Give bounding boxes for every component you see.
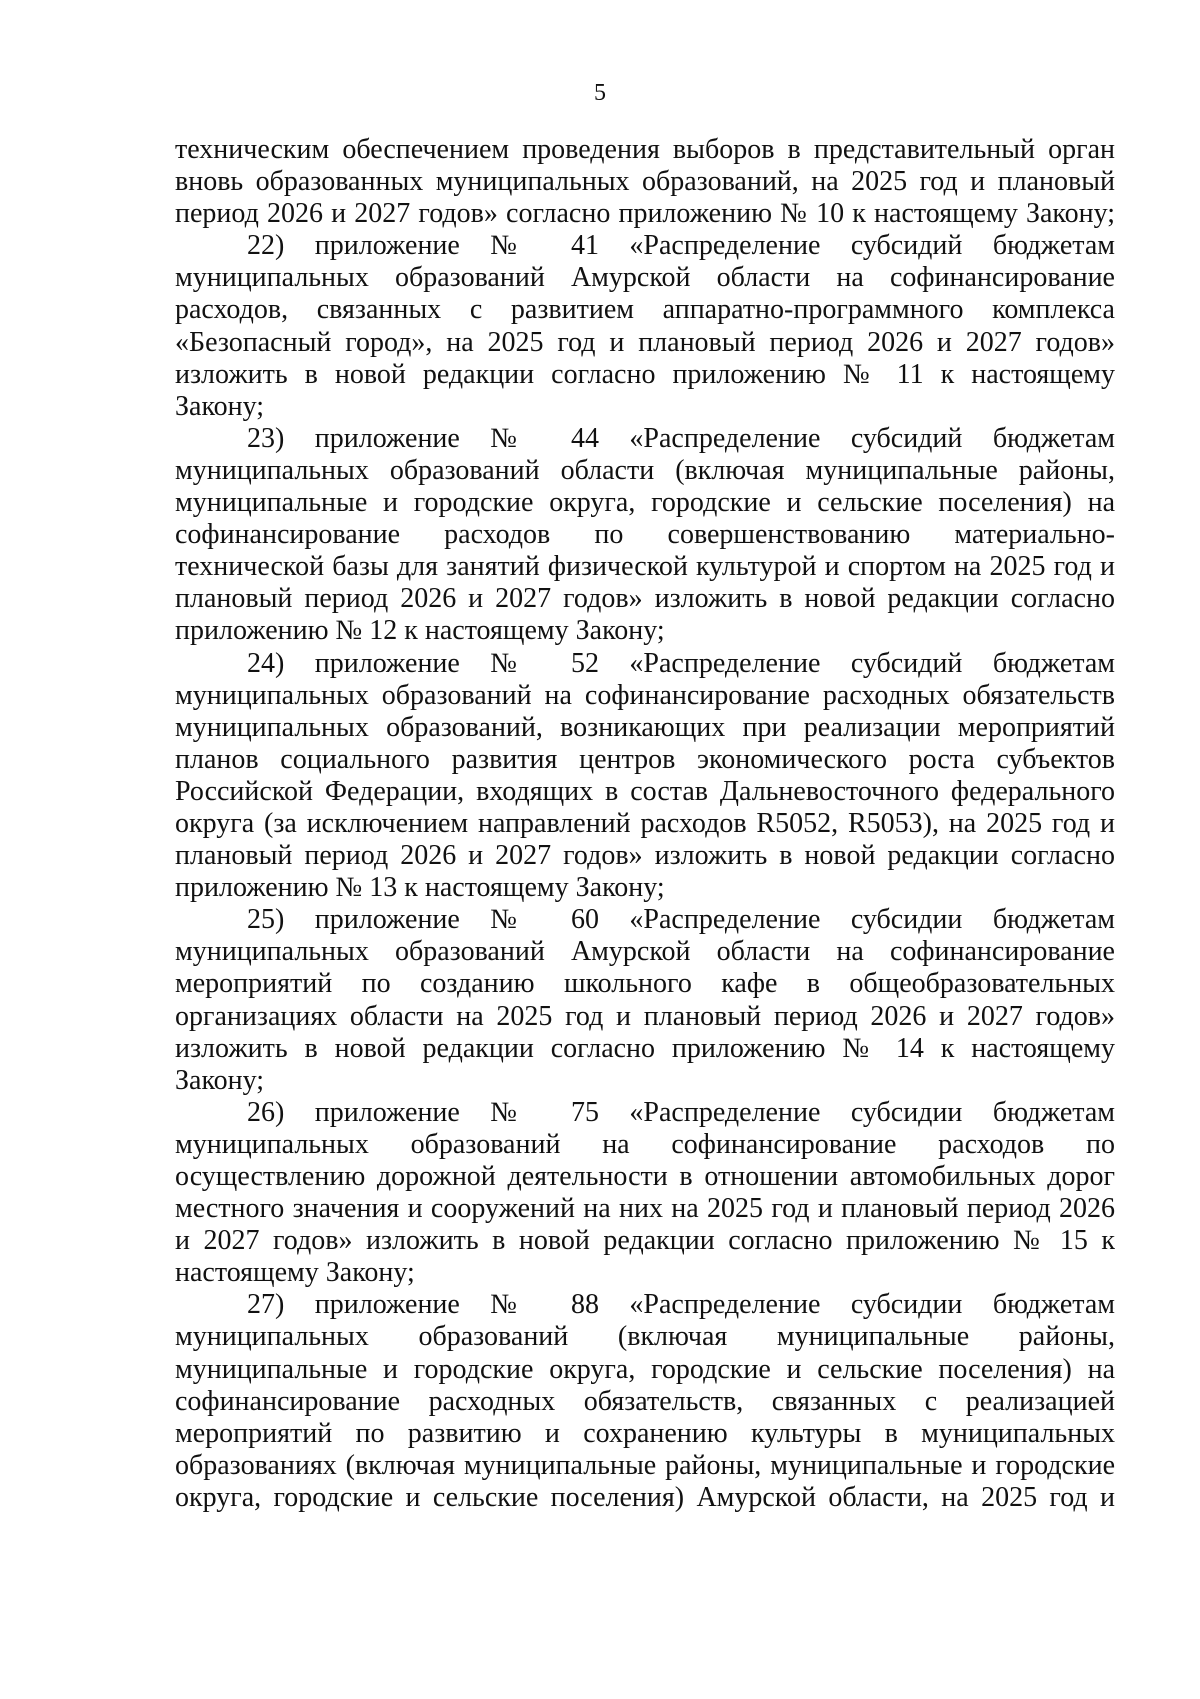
text-line: муниципальных образований, возникающих при реализации мероприятий: [175, 711, 1115, 743]
paragraph-first-line: 22) приложение № 41 «Распределение субсидий бюджетам: [247, 230, 1115, 262]
text-line: вновь образованных муниципальных образований, на 2025 год и плановый: [175, 166, 1115, 198]
text-line: округа, городские и сельские поселения) Амурской области, на 2025 год и: [175, 1481, 1115, 1513]
text-line: местного значения и сооружений на них на 2025 год и плановый период 2026: [175, 1193, 1115, 1225]
text-line: образованиях (включая муниципальные районы, муниципальные и городские: [175, 1449, 1115, 1481]
text-line: настоящему Закону;: [175, 1257, 415, 1289]
text-line: изложить в новой редакции согласно приложению № 14 к настоящему: [175, 1032, 1115, 1064]
text-line: период 2026 и 2027 годов» согласно приложению № 10 к настоящему Закону;: [175, 198, 1115, 230]
text-line: осуществлению дорожной деятельности в отношении автомобильных дорог: [175, 1161, 1115, 1192]
text-line: муниципальных образований на софинансирование расходных обязательств: [175, 679, 1115, 711]
text-line: мероприятий по развитию и сохранению культуры в муниципальных: [175, 1417, 1115, 1449]
text-line: «Безопасный город», на 2025 год и плановый период 2026 и 2027 годов»: [175, 326, 1115, 358]
paragraph-first-line: 23) приложение № 44 «Распределение субсидий бюджетам: [247, 422, 1115, 454]
text-line: муниципальных образований на софинансирование расходов по: [175, 1128, 1115, 1160]
page-number: 5: [594, 80, 606, 106]
text-line: муниципальных образований области (включая муниципальные районы,: [175, 454, 1115, 486]
text-line: технической базы для занятий физической культурой и спортом на 2025 год и: [175, 551, 1115, 583]
text-line: Российской Федерации, входящих в состав Дальневосточного федерального: [175, 775, 1115, 807]
text-line: муниципальных образований Амурской области на софинансирование: [175, 262, 1115, 294]
text-line: округа (за исключением направлений расходов R5052, R5053), на 2025 год и: [175, 807, 1115, 839]
text-line: Закону;: [175, 390, 265, 422]
text-line: и 2027 годов» изложить в новой редакции согласно приложению № 15 к: [175, 1225, 1115, 1257]
text-line: техническим обеспечением проведения выборов в представительный орган: [175, 134, 1115, 165]
text-line: плановый период 2026 и 2027 годов» изложить в новой редакции согласно: [175, 583, 1115, 615]
text-line: муниципальные и городские округа, городские и сельские поселения) на: [175, 487, 1115, 519]
text-line: муниципальных образований Амурской области на софинансирование: [175, 936, 1115, 968]
text-line: мероприятий по созданию школьного кафе в общеобразовательных: [175, 968, 1115, 1000]
text-line: софинансирование расходов по совершенствованию материально-: [175, 519, 1115, 551]
paragraph-first-line: 25) приложение № 60 «Распределение субсидии бюджетам: [247, 904, 1115, 936]
text-line: приложению № 13 к настоящему Закону;: [175, 872, 665, 904]
text-line: софинансирование расходных обязательств, связанных с реализацией: [175, 1385, 1115, 1417]
text-line: Закону;: [175, 1064, 265, 1096]
text-line: муниципальные и городские округа, городские и сельские поселения) на: [175, 1353, 1115, 1385]
text-line: плановый период 2026 и 2027 годов» изложить в новой редакции согласно: [175, 840, 1115, 872]
paragraph-first-line: 26) приложение № 75 «Распределение субсидии бюджетам: [247, 1096, 1115, 1128]
text-line: расходов, связанных с развитием аппаратно-программного комплекса: [175, 294, 1115, 326]
document-body: [175, 134, 1115, 1514]
paragraph-first-line: 24) приложение № 52 «Распределение субсидий бюджетам: [247, 647, 1115, 679]
paragraph-first-line: 27) приложение № 88 «Распределение субсидии бюджетам: [247, 1289, 1115, 1321]
text-line: организациях области на 2025 год и плановый период 2026 и 2027 годов»: [175, 1000, 1115, 1032]
text-line: планов социального развития центров экономического роста субъектов: [175, 743, 1115, 775]
text-line: изложить в новой редакции согласно приложению № 11 к настоящему: [175, 358, 1115, 390]
text-line: муниципальных образований (включая муниципальные районы,: [175, 1321, 1115, 1353]
text-line: приложению № 12 к настоящему Закону;: [175, 615, 665, 647]
